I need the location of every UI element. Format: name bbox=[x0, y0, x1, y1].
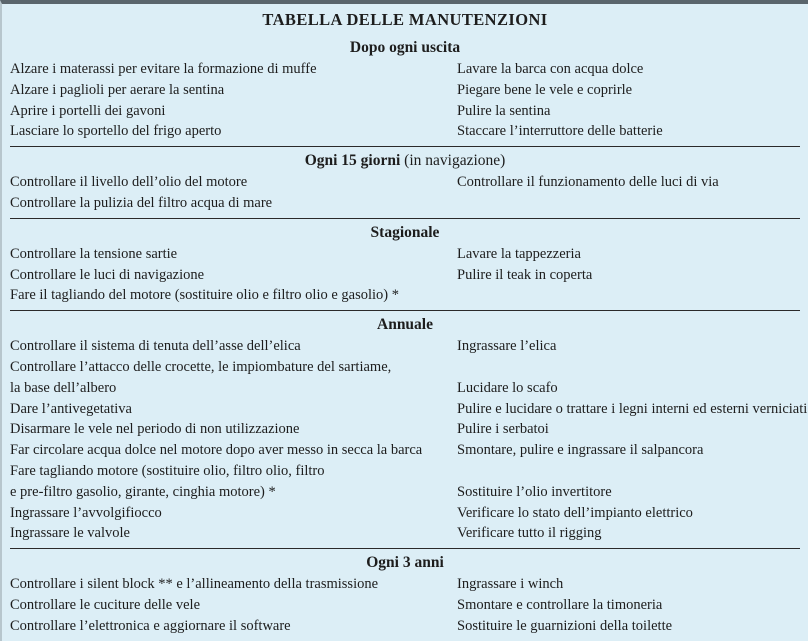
table-row bbox=[10, 419, 800, 440]
table-row bbox=[10, 357, 800, 378]
section bbox=[10, 37, 800, 142]
task-cell-left: Controllare i silent block ** e l’allineamento della trasmissione bbox=[10, 576, 379, 593]
task-cell-left: Controllare le luci di navigazione bbox=[10, 266, 205, 283]
task-cell-right: Piegare bene le vele e coprirle bbox=[457, 81, 633, 98]
table-row bbox=[10, 172, 800, 193]
table-row bbox=[10, 193, 800, 214]
table-row bbox=[10, 461, 800, 482]
task-cell-right bbox=[457, 357, 800, 378]
task-cell-right: Pulire e lucidare o trattare i legni interni ed esterni verniciati bbox=[457, 400, 808, 417]
section-heading-label: Ogni 3 anni bbox=[366, 554, 444, 572]
section-heading-label: Ogni 15 giorni bbox=[304, 152, 401, 170]
table-row bbox=[10, 265, 800, 286]
section-heading bbox=[10, 150, 800, 172]
table-row bbox=[10, 440, 800, 461]
table-row bbox=[10, 595, 800, 616]
task-cell-right: Pulire la sentina bbox=[457, 102, 551, 119]
section bbox=[10, 548, 800, 636]
task-cell-right: Ingrassare l’elica bbox=[457, 338, 557, 355]
task-cell-left: Lasciare lo sportello del frigo aperto bbox=[10, 123, 222, 140]
section-heading-label: Stagionale bbox=[370, 223, 440, 241]
section-heading-label: Dopo ogni uscita bbox=[349, 39, 461, 56]
task-cell-right: Staccare l’interruttore delle batterie bbox=[457, 123, 663, 140]
table-row bbox=[10, 121, 800, 142]
task-cell-right: Smontare e controllare la timoneria bbox=[457, 596, 663, 613]
table-row bbox=[10, 399, 808, 420]
task-cell-left: Alzare i materassi per evitare la formazione di muffe bbox=[10, 61, 317, 77]
page-title: TABELLA DELLE MANUTENZIONI bbox=[262, 10, 548, 29]
table-row bbox=[10, 285, 800, 306]
task-cell-right: Controllare il funzionamento delle luci di via bbox=[457, 174, 719, 191]
section-divider bbox=[10, 310, 800, 311]
section-divider bbox=[10, 146, 800, 147]
section-heading bbox=[10, 222, 800, 244]
section-heading bbox=[10, 314, 800, 336]
table-row bbox=[10, 482, 800, 503]
task-cell-left: Controllare la tensione sartie bbox=[10, 245, 178, 262]
section bbox=[10, 218, 800, 306]
task-cell-left: Controllare il sistema di tenuta dell’asse dell’elica bbox=[10, 338, 301, 355]
task-cell-left: Fare il tagliando del motore (sostituire olio e filtro olio e gasolio) * bbox=[10, 287, 400, 304]
section-divider bbox=[10, 218, 800, 219]
task-cell-left: Controllare le cuciture delle vele bbox=[10, 596, 201, 613]
task-cell-left: Far circolare acqua dolce nel motore dopo aver messo in secca la barca bbox=[10, 442, 423, 459]
task-cell-right: Sostituire l’olio invertitore bbox=[457, 483, 612, 500]
task-cell-right: Pulire il teak in coperta bbox=[457, 266, 593, 283]
section bbox=[10, 146, 800, 214]
table-row bbox=[10, 378, 800, 399]
task-cell-left: la base dell’albero bbox=[10, 379, 117, 396]
table-row bbox=[10, 59, 800, 80]
task-cell-right: Lavare la barca con acqua dolce bbox=[457, 61, 644, 77]
task-cell-left: Controllare l’elettronica e aggiornare il software bbox=[10, 617, 291, 634]
table-row bbox=[10, 616, 800, 637]
task-cell-left: Ingrassare le valvole bbox=[10, 525, 130, 542]
task-cell-right: Pulire i serbatoi bbox=[457, 421, 549, 438]
task-cell-right: Smontare, pulire e ingrassare il salpancora bbox=[457, 442, 704, 459]
section-heading bbox=[10, 37, 800, 59]
task-cell-right: Sostituire le guarnizioni della toilette bbox=[457, 617, 673, 634]
sections-container bbox=[10, 37, 808, 637]
task-cell-right: Lucidare lo scafo bbox=[457, 379, 558, 396]
section-heading-label: Annuale bbox=[377, 316, 433, 334]
task-cell-left: Dare l’antivegetativa bbox=[10, 400, 132, 417]
table-row bbox=[10, 503, 800, 524]
task-cell-left: Fare tagliando motore (sostituire olio, filtro olio, filtro bbox=[10, 462, 325, 479]
task-cell-left: Controllare la pulizia del filtro acqua di mare bbox=[10, 194, 273, 211]
section-heading bbox=[10, 552, 800, 574]
table-row bbox=[10, 523, 800, 544]
task-cell-left: Alzare i paglioli per aerare la sentina bbox=[10, 81, 225, 98]
task-cell-right: Ingrassare i winch bbox=[457, 576, 564, 593]
task-cell-right bbox=[457, 285, 800, 306]
task-cell-right bbox=[457, 461, 800, 482]
table-row bbox=[10, 101, 800, 122]
task-cell-right: Lavare la tappezzeria bbox=[457, 245, 581, 262]
table-row bbox=[10, 336, 800, 357]
section bbox=[10, 310, 808, 544]
task-cell-left: Ingrassare l’avvolgifiocco bbox=[10, 504, 162, 521]
task-cell-right: Verificare tutto il rigging bbox=[457, 525, 602, 542]
task-cell-left: Controllare l’attacco delle crocette, le impiombature del sartiame, bbox=[10, 358, 392, 375]
section-heading-suffix: (in navigazione) bbox=[400, 152, 506, 170]
task-cell-right: Verificare lo stato dell’impianto elettrico bbox=[457, 504, 693, 521]
table-row bbox=[10, 244, 800, 265]
table-row bbox=[10, 80, 800, 101]
task-cell-left: e pre-filtro gasolio, girante, cinghia motore) * bbox=[10, 483, 276, 500]
task-cell-left: Aprire i portelli dei gavoni bbox=[10, 102, 166, 119]
task-cell-left: Disarmare le vele nel periodo di non utilizzazione bbox=[10, 421, 300, 438]
section-divider bbox=[10, 548, 800, 549]
table-row bbox=[10, 574, 800, 595]
task-cell-left: Controllare il livello dell’olio del motore bbox=[10, 174, 248, 191]
task-cell-right bbox=[457, 193, 800, 214]
